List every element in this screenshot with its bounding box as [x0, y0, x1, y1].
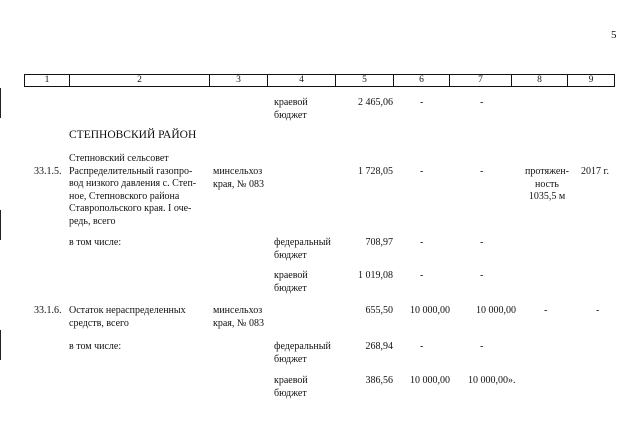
amount-col5: 2 465,06 [358, 97, 393, 108]
including-label: в том числе: [69, 341, 122, 352]
amount-col6: 10 000,00 [410, 375, 450, 386]
scan-edge-mark [0, 210, 1, 240]
budget-type-label: федеральный бюджет [274, 341, 331, 365]
amount-col6: - [420, 166, 424, 177]
page-number: 5 [611, 29, 617, 41]
column-header: 7 [450, 75, 512, 86]
column-header: 9 [588, 75, 594, 85]
executor-label: минсельхоз края, № 083 [213, 305, 264, 329]
amount-col5: 708,97 [365, 237, 393, 248]
amount-col6: - [420, 341, 424, 352]
item-code: 33.1.6. [34, 305, 62, 316]
amount-col5: 655,50 [365, 305, 393, 316]
item-code: 33.1.5. [34, 166, 62, 177]
amount-col7: 10 000,00 [476, 305, 516, 316]
amount-col7: - [480, 237, 484, 248]
amount-col7: - [480, 270, 484, 281]
length-indicator: - [544, 305, 548, 316]
year-label: 2017 г. [581, 166, 609, 177]
section-title: СТЕПНОВСКИЙ РАЙОН [69, 129, 197, 141]
budget-type-label: федеральный бюджет [274, 237, 331, 261]
column-header: 5 [336, 75, 394, 86]
scan-edge-mark [0, 88, 1, 118]
amount-col6: - [420, 237, 424, 248]
budget-type-label: краевой бюджет [274, 270, 308, 294]
column-header: 2 [70, 75, 210, 86]
column-header: 6 [394, 75, 450, 86]
column-header: 1 [25, 75, 70, 86]
budget-type-label: краевой бюджет [274, 375, 308, 399]
column-header: 3 [210, 75, 268, 86]
amount-col7: - [480, 97, 484, 108]
length-indicator: протяжен- ность 1035,5 м [525, 166, 569, 202]
amount-col6: - [420, 270, 424, 281]
amount-col6: - [420, 97, 424, 108]
amount-col7: 10 000,00». [468, 375, 516, 386]
amount-col7: - [480, 166, 484, 177]
executor-label: минсельхоз края, № 083 [213, 166, 264, 190]
year-label: - [596, 305, 600, 316]
scan-edge-mark [0, 330, 1, 360]
column-header: 4 [268, 75, 336, 86]
item-description: Остаток нераспределенных средств, всего [69, 305, 186, 329]
amount-col5: 268,94 [365, 341, 393, 352]
budget-type-label: краевой бюджет [274, 97, 308, 121]
amount-col7: - [480, 341, 484, 352]
amount-col6: 10 000,00 [410, 305, 450, 316]
amount-col5: 386,56 [365, 375, 393, 386]
amount-col5: 1 019,08 [358, 270, 393, 281]
column-header: 8 [512, 75, 568, 86]
including-label: в том числе: [69, 237, 122, 248]
amount-col5: 1 728,05 [358, 166, 393, 177]
item-description: Степновский сельсовет Распределительный газопро- вод низкого давления с. Степ- ное, Степновского района Ставропольского края. I оче- редь, всего [69, 153, 197, 227]
column-header-row [24, 74, 615, 87]
